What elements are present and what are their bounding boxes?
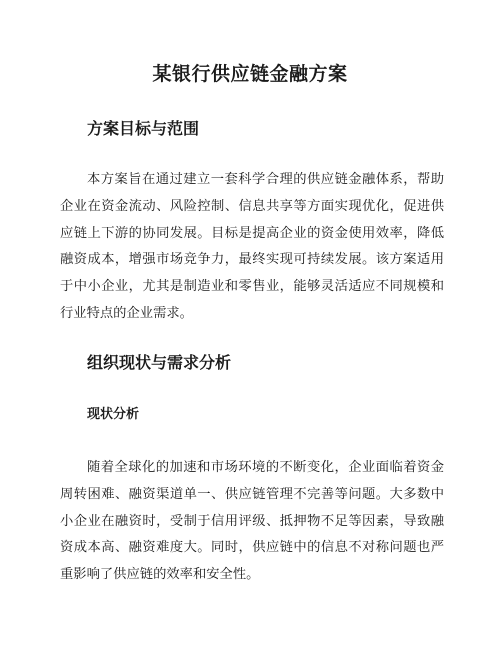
section-heading-goals-scope: 方案目标与范围	[87, 119, 200, 138]
subsection-heading-current-status: 现状分析	[87, 407, 140, 422]
section-heading-status-analysis: 组织现状与需求分析	[87, 353, 232, 372]
section-paragraph-current-status: 随着全球化的加速和市场环境的不断变化，企业面临着资金周转困难、融资渠道单一、供应链管理不完善等问题。大多数中小企业在融资时，受制于信用评级、抵押物不足等因素，导致融资成本高、融资难度大。同时，供应链中的信息不对称问题也严重影响了供应链的效率和安全性。	[60, 460, 444, 583]
section-paragraph-goals-scope: 本方案旨在通过建立一套科学合理的供应链金融体系，帮助企业在资金流动、风险控制、信息共享等方面实现优化，促进供应链上下游的协同发展。目标是提高企业的资金使用效率，降低融资成本，增强市场竞争力，最终实现可持续发展。该方案适用于中小企业，尤其是制造业和零售业，能够灵活适应不同规模和行业特点的企业需求。	[60, 172, 444, 321]
document-title: 某银行供应链金融方案	[152, 63, 348, 85]
